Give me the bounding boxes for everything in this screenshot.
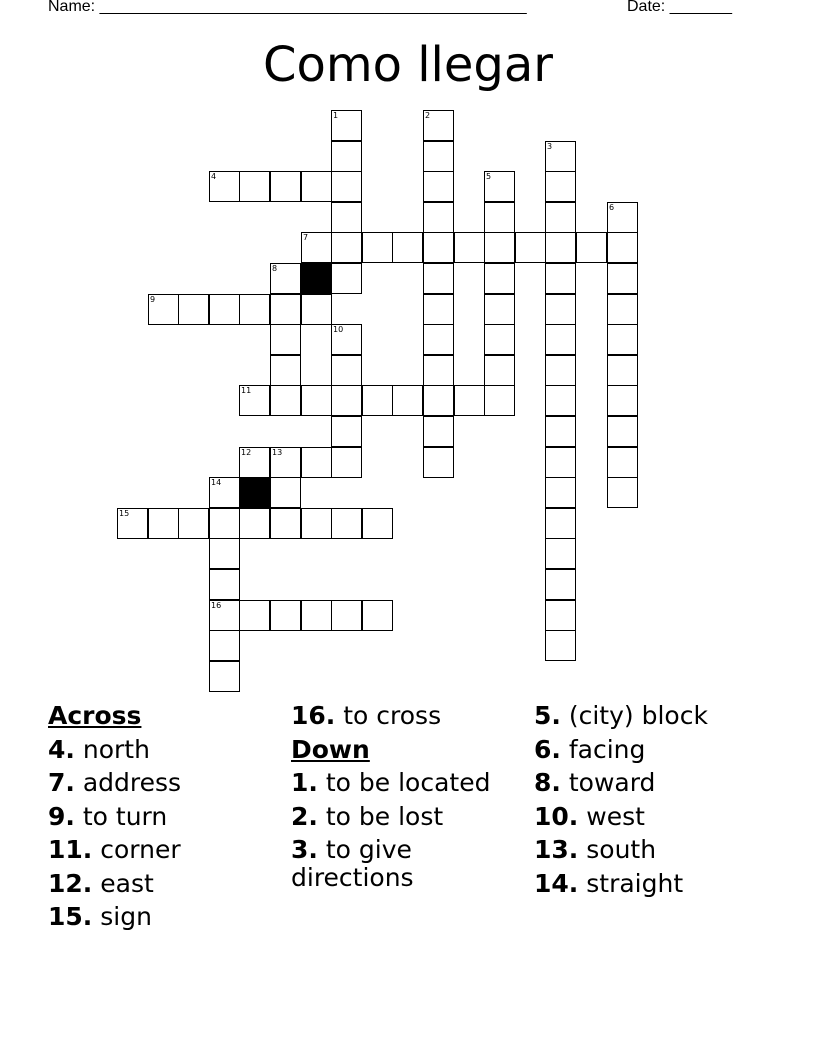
grid-cell[interactable] xyxy=(607,232,638,263)
clue-item xyxy=(291,803,531,831)
clue-number: 5. xyxy=(534,701,561,730)
clue-text: corner xyxy=(92,835,181,864)
grid-cell[interactable] xyxy=(209,600,240,631)
clue-number: 16. xyxy=(291,701,336,730)
grid-cell[interactable] xyxy=(607,202,638,233)
grid-cell[interactable] xyxy=(239,600,270,631)
grid-cell[interactable] xyxy=(545,385,576,416)
grid-cell[interactable] xyxy=(607,294,638,325)
black-square xyxy=(301,263,332,294)
grid-cell[interactable] xyxy=(576,232,607,263)
clue-item xyxy=(291,769,531,797)
cell-number: 14 xyxy=(211,478,222,487)
grid-cell[interactable] xyxy=(545,630,576,661)
grid-cell[interactable] xyxy=(270,447,301,478)
cell-number: 3 xyxy=(547,142,553,151)
grid-cell[interactable] xyxy=(545,447,576,478)
clue-text: south xyxy=(578,835,657,864)
grid-cell[interactable] xyxy=(209,171,240,202)
grid-cell[interactable] xyxy=(362,600,393,631)
grid-cell[interactable] xyxy=(607,416,638,447)
grid-cell[interactable] xyxy=(148,508,179,539)
grid-cell[interactable] xyxy=(545,202,576,233)
grid-cell[interactable] xyxy=(239,385,270,416)
clue-item xyxy=(534,736,774,764)
grid-cell[interactable] xyxy=(331,600,362,631)
grid-cell[interactable] xyxy=(484,355,515,386)
cell-number: 11 xyxy=(241,386,252,395)
clue-text: west xyxy=(578,801,645,831)
grid-cell[interactable] xyxy=(270,294,301,325)
grid-cell[interactable] xyxy=(423,232,454,263)
grid-cell[interactable] xyxy=(209,477,240,508)
grid-cell[interactable] xyxy=(423,324,454,355)
clue-item xyxy=(534,769,774,797)
clue-item xyxy=(48,903,288,931)
grid-cell[interactable] xyxy=(423,355,454,386)
grid-cell[interactable] xyxy=(209,508,240,539)
clue-text: to be located xyxy=(317,768,491,797)
grid-cell[interactable] xyxy=(331,416,362,447)
grid-cell[interactable] xyxy=(239,294,270,325)
cell-number: 13 xyxy=(272,448,283,457)
cell-number: 10 xyxy=(333,325,344,334)
grid-cell[interactable] xyxy=(331,232,362,263)
clue-number: 11. xyxy=(48,835,93,864)
cell-number: 9 xyxy=(150,295,156,304)
clue-item xyxy=(291,836,531,892)
grid-cell[interactable] xyxy=(270,263,301,294)
clue-item xyxy=(48,803,288,831)
cell-number: 6 xyxy=(609,203,615,212)
grid-cell[interactable] xyxy=(545,600,576,631)
grid-cell[interactable] xyxy=(331,385,362,416)
clue-item xyxy=(291,702,531,730)
grid-cell[interactable] xyxy=(209,569,240,600)
grid-cell[interactable] xyxy=(607,447,638,478)
grid-cell[interactable] xyxy=(545,263,576,294)
page-title: Como llegar xyxy=(262,37,554,93)
clue-text: to give directions xyxy=(291,835,414,892)
clue-number: 14. xyxy=(534,868,579,898)
grid-cell[interactable] xyxy=(270,355,301,386)
clue-text: toward xyxy=(560,768,656,797)
grid-cell[interactable] xyxy=(484,294,515,325)
clue-item xyxy=(534,870,774,898)
grid-cell[interactable] xyxy=(545,569,576,600)
grid-cell[interactable] xyxy=(545,477,576,508)
grid-cell[interactable] xyxy=(515,232,546,263)
grid-cell[interactable] xyxy=(331,324,362,355)
cell-number: 1 xyxy=(333,111,339,120)
grid-cell[interactable] xyxy=(545,171,576,202)
cell-number: 8 xyxy=(272,264,278,273)
grid-cell[interactable] xyxy=(209,630,240,661)
grid-cell[interactable] xyxy=(209,538,240,569)
grid-cell[interactable] xyxy=(301,508,332,539)
grid-cell[interactable] xyxy=(545,294,576,325)
clue-number: 1. xyxy=(291,768,318,797)
grid-cell[interactable] xyxy=(270,477,301,508)
grid-cell[interactable] xyxy=(423,141,454,172)
grid-cell[interactable] xyxy=(362,508,393,539)
grid-cell[interactable] xyxy=(270,171,301,202)
grid-cell[interactable] xyxy=(545,416,576,447)
cell-number: 4 xyxy=(211,172,217,181)
grid-cell[interactable] xyxy=(392,385,423,416)
grid-cell[interactable] xyxy=(301,447,332,478)
clue-number: 15. xyxy=(48,902,93,931)
clue-column-2 xyxy=(291,702,531,898)
grid-cell[interactable] xyxy=(423,447,454,478)
clue-number: 7. xyxy=(48,768,75,797)
grid-cell[interactable] xyxy=(362,232,393,263)
grid-cell[interactable] xyxy=(301,294,332,325)
clue-number: 2. xyxy=(291,801,318,831)
grid-cell[interactable] xyxy=(423,202,454,233)
grid-cell[interactable] xyxy=(423,110,454,141)
cell-number: 15 xyxy=(119,509,130,518)
clue-number: 9. xyxy=(48,801,75,831)
clue-number: 8. xyxy=(534,768,561,797)
grid-cell[interactable] xyxy=(301,171,332,202)
grid-cell[interactable] xyxy=(117,508,148,539)
clue-text: facing xyxy=(560,734,646,764)
grid-cell[interactable] xyxy=(484,324,515,355)
clue-text: to turn xyxy=(74,801,168,831)
clue-number: 10. xyxy=(534,801,579,831)
grid-cell[interactable] xyxy=(178,508,209,539)
grid-cell[interactable] xyxy=(545,324,576,355)
grid-cell[interactable] xyxy=(607,385,638,416)
name-field[interactable]: Name: ________________________________________________ xyxy=(48,0,527,15)
grid-cell[interactable] xyxy=(270,385,301,416)
grid-cell[interactable] xyxy=(607,477,638,508)
grid-cell[interactable] xyxy=(331,355,362,386)
cell-number: 5 xyxy=(486,172,492,181)
grid-cell[interactable] xyxy=(239,171,270,202)
grid-cell[interactable] xyxy=(331,110,362,141)
clue-text: address xyxy=(74,768,182,797)
grid-cell[interactable] xyxy=(484,232,515,263)
grid-cell[interactable] xyxy=(301,600,332,631)
grid-cell[interactable] xyxy=(178,294,209,325)
black-square xyxy=(239,477,270,508)
clue-text: sign xyxy=(92,902,152,931)
grid-cell[interactable] xyxy=(209,294,240,325)
grid-cell[interactable] xyxy=(545,232,576,263)
cell-number: 16 xyxy=(211,601,222,610)
clue-text: to cross xyxy=(335,701,442,730)
cell-number: 7 xyxy=(303,233,309,242)
clue-text: east xyxy=(92,868,154,898)
clue-text: north xyxy=(74,734,150,764)
grid-cell[interactable] xyxy=(484,202,515,233)
grid-cell[interactable] xyxy=(331,202,362,233)
grid-cell[interactable] xyxy=(484,263,515,294)
grid-cell[interactable] xyxy=(148,294,179,325)
cell-number: 2 xyxy=(425,111,431,120)
date-field[interactable]: Date: _______ xyxy=(627,0,732,15)
grid-cell[interactable] xyxy=(331,447,362,478)
grid-cell[interactable] xyxy=(454,232,485,263)
grid-cell[interactable] xyxy=(423,416,454,447)
clue-item xyxy=(534,836,774,864)
clue-item xyxy=(48,870,288,898)
grid-cell[interactable] xyxy=(423,294,454,325)
grid-cell[interactable] xyxy=(270,600,301,631)
grid-cell[interactable] xyxy=(209,661,240,692)
clue-heading: Across xyxy=(48,701,142,730)
clue-text: straight xyxy=(578,868,684,898)
clue-text: (city) block xyxy=(560,701,708,730)
grid-cell[interactable] xyxy=(545,355,576,386)
grid-cell[interactable] xyxy=(454,385,485,416)
grid-cell[interactable] xyxy=(331,141,362,172)
clue-item xyxy=(48,736,288,764)
clue-item xyxy=(48,836,288,864)
grid-cell[interactable] xyxy=(239,508,270,539)
clue-column-3 xyxy=(534,702,774,903)
grid-cell[interactable] xyxy=(331,171,362,202)
grid-cell[interactable] xyxy=(484,171,515,202)
grid-cell[interactable] xyxy=(270,508,301,539)
grid-cell[interactable] xyxy=(607,324,638,355)
clue-number: 3. xyxy=(291,835,318,864)
grid-cell[interactable] xyxy=(362,385,393,416)
clue-number: 6. xyxy=(534,734,561,764)
cell-number: 12 xyxy=(241,448,252,457)
clue-number: 4. xyxy=(48,734,75,764)
clue-number: 12. xyxy=(48,868,93,898)
clue-number: 13. xyxy=(534,835,579,864)
grid-cell[interactable] xyxy=(239,447,270,478)
clue-text: to be lost xyxy=(317,801,444,831)
grid-cell[interactable] xyxy=(423,385,454,416)
grid-cell[interactable] xyxy=(301,232,332,263)
grid-cell[interactable] xyxy=(545,538,576,569)
grid-cell[interactable] xyxy=(392,232,423,263)
grid-cell[interactable] xyxy=(607,263,638,294)
grid-cell[interactable] xyxy=(545,508,576,539)
clue-item xyxy=(534,803,774,831)
grid-cell[interactable] xyxy=(270,324,301,355)
grid-cell[interactable] xyxy=(331,263,362,294)
grid-cell[interactable] xyxy=(423,171,454,202)
grid-cell[interactable] xyxy=(331,508,362,539)
clue-heading: Down xyxy=(291,734,370,764)
clue-item xyxy=(48,769,288,797)
clue-item xyxy=(534,702,774,730)
grid-cell[interactable] xyxy=(607,355,638,386)
clue-column-1 xyxy=(48,702,288,937)
grid-cell[interactable] xyxy=(301,385,332,416)
grid-cell[interactable] xyxy=(423,263,454,294)
grid-cell[interactable] xyxy=(484,385,515,416)
grid-cell[interactable] xyxy=(545,141,576,172)
